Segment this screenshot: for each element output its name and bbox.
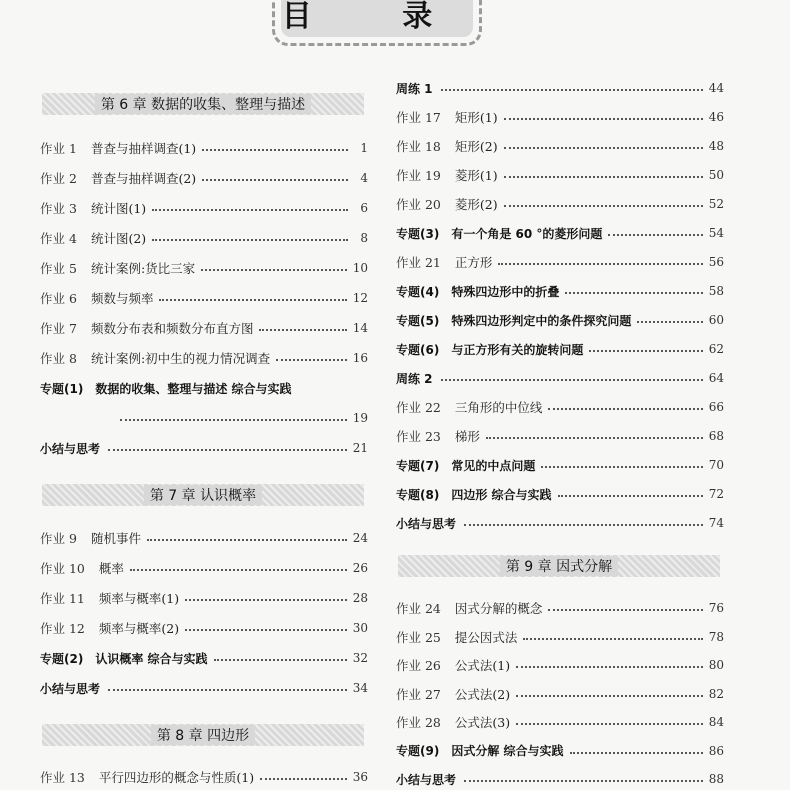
entry-page: 84: [708, 715, 724, 729]
entry-text: 矩形(2): [454, 139, 498, 154]
entry-label: 专题(2): [40, 651, 84, 666]
entry-page: 48: [708, 139, 724, 153]
toc-entry[interactable]: [396, 194, 724, 214]
entry-label: 作业 23: [396, 429, 441, 444]
leader-dots: [108, 688, 347, 691]
entry-label: 作业 1: [40, 141, 77, 156]
entry-label: 周练 2: [396, 371, 433, 386]
toc-title: 目 录: [281, 0, 473, 37]
leader-dots: [570, 751, 703, 754]
entry-page: 56: [708, 255, 724, 269]
toc-entry[interactable]: [396, 684, 724, 704]
entry-page: 10: [352, 261, 368, 275]
entry-text: 统计案例:货比三家: [90, 261, 196, 276]
entry-label: 小结与思考: [396, 516, 457, 531]
entry-text: 因式分解的概念: [454, 601, 543, 616]
entry-label: 周练 1: [396, 81, 433, 96]
entry-page: 72: [708, 487, 724, 501]
entry-label: 作业 5: [40, 261, 77, 276]
leader-dots: [523, 637, 702, 640]
entry-text: 菱形(2): [454, 197, 498, 212]
entry-page: 24: [352, 531, 368, 545]
entry-text: 常见的中点问题: [451, 458, 536, 473]
entry-label: 作业 28: [396, 715, 441, 730]
entry-label: 作业 25: [396, 629, 441, 645]
leader-dots: [516, 694, 703, 697]
entry-text: 频数分布表和频数分布直方图: [90, 321, 254, 336]
entry-page: 30: [352, 621, 368, 635]
chapter-title: 第 9 章 因式分解: [500, 556, 618, 576]
leader-dots: [201, 268, 347, 271]
entry-label: 作业 21: [396, 255, 441, 270]
entry-page: 21: [352, 441, 368, 455]
toc-entry-summary-1[interactable]: [40, 438, 368, 458]
toc-entry-special-1[interactable]: [40, 378, 368, 398]
chapter-title: 第 7 章 认识概率: [144, 485, 262, 505]
toc-entry[interactable]: [396, 513, 724, 533]
entry-page: 28: [352, 591, 368, 605]
entry-label: 作业 6: [40, 291, 77, 306]
entry-label: 专题(4): [396, 284, 440, 299]
leader-dots: [147, 538, 347, 541]
entry-page: 68: [708, 429, 724, 443]
leader-dots: [441, 378, 703, 381]
toc-entry[interactable]: [40, 588, 368, 608]
toc-entry-special-1-page[interactable]: [40, 408, 368, 428]
entry-text: 梯形: [454, 429, 480, 444]
entry-page: 4: [360, 171, 368, 185]
leader-dots: [548, 407, 702, 410]
entry-text: 频率与概率(2): [98, 621, 180, 636]
leader-dots: [276, 358, 347, 361]
entry-page: 66: [708, 400, 724, 414]
entry-text: 特殊四边形判定中的条件探究问题: [451, 313, 632, 328]
toc-entry-summary-2[interactable]: [40, 678, 368, 698]
toc-entry[interactable]: [396, 455, 724, 475]
toc-entry[interactable]: [396, 339, 724, 359]
leader-dots: [159, 298, 346, 301]
entry-page: 76: [708, 601, 724, 615]
entry-text: 四边形 综合与实践: [451, 487, 552, 502]
toc-title-box: [272, 0, 482, 46]
entry-text: 频率与概率(1): [98, 591, 180, 606]
entry-text: 数据的收集、整理与描述 综合与实践: [95, 381, 292, 396]
entry-page: 16: [352, 351, 368, 365]
leader-dots: [202, 178, 348, 181]
leader-dots: [637, 320, 702, 323]
toc-entry-special-2[interactable]: [40, 648, 368, 668]
leader-dots: [589, 349, 702, 352]
entry-label: 作业 20: [396, 197, 441, 212]
toc-entry[interactable]: [40, 348, 368, 368]
entry-page: 80: [708, 658, 724, 672]
leader-dots: [541, 465, 702, 468]
toc-entry[interactable]: [40, 528, 368, 548]
leader-dots: [202, 148, 348, 151]
toc-entry[interactable]: [40, 258, 368, 278]
entry-page: 70: [708, 458, 724, 472]
entry-label: 作业 3: [40, 201, 77, 216]
entry-text: 统计图(1): [90, 201, 147, 216]
entry-label: 专题(6): [396, 342, 440, 357]
entry-text: 频数与频率: [90, 291, 154, 306]
entry-page: 88: [708, 772, 724, 786]
toc-entry[interactable]: [396, 627, 724, 647]
entry-page: 44: [708, 81, 724, 95]
leader-dots: [259, 328, 346, 331]
entry-label: 专题(3): [396, 226, 440, 241]
entry-page: 82: [708, 686, 724, 701]
entry-label: 小结与思考: [396, 772, 457, 787]
entry-page: 6: [360, 201, 368, 215]
toc-entry[interactable]: [396, 484, 724, 504]
entry-page: 50: [708, 168, 724, 182]
entry-page: 8: [360, 231, 368, 245]
entry-label: 作业 22: [396, 400, 441, 415]
entry-label: 作业 2: [40, 171, 77, 186]
toc-entry[interactable]: [396, 136, 724, 156]
entry-label: 作业 17: [396, 110, 441, 125]
toc-entry[interactable]: [396, 741, 724, 761]
toc-entry[interactable]: [40, 558, 368, 578]
chapter-7-banner: [42, 484, 364, 506]
entry-page: 19: [352, 411, 368, 425]
entry-page: 60: [708, 313, 724, 327]
toc-entry[interactable]: [396, 397, 724, 417]
toc-entry[interactable]: [396, 310, 724, 330]
leader-dots: [108, 448, 347, 451]
entry-label: 作业 26: [396, 658, 441, 673]
leader-dots: [152, 208, 348, 211]
entry-text: 平行四边形的概念与性质(1): [98, 770, 255, 785]
entry-page: 54: [708, 226, 724, 240]
entry-label: 专题(5): [396, 313, 440, 328]
chapter-title: 第 8 章 四边形: [151, 725, 255, 745]
toc-entry[interactable]: [40, 228, 368, 248]
toc-entry[interactable]: [396, 223, 724, 243]
leader-dots: [548, 608, 702, 611]
leader-dots: [558, 494, 703, 497]
entry-label: 作业 13: [40, 770, 85, 785]
entry-text: 与正方形有关的旋转问题: [451, 342, 584, 357]
entry-page: 64: [708, 371, 724, 385]
entry-label: 作业 24: [396, 601, 441, 616]
leader-dots: [214, 658, 347, 661]
entry-label: 作业 18: [396, 139, 441, 154]
leader-dots: [464, 523, 703, 526]
entry-label: 专题(9): [396, 744, 440, 758]
toc-entry[interactable]: [40, 168, 368, 188]
leader-dots: [565, 291, 702, 294]
entry-page: 78: [708, 629, 724, 644]
toc-entry[interactable]: [396, 252, 724, 272]
entry-text: 因式分解 综合与实践: [451, 744, 564, 758]
entry-text: 普查与抽样调查(1): [90, 141, 197, 156]
entry-text: 普查与抽样调查(2): [90, 171, 197, 186]
leader-dots: [120, 418, 347, 421]
entry-label: 作业 9: [40, 531, 77, 546]
toc-entry[interactable]: [396, 426, 724, 446]
leader-dots: [130, 568, 347, 571]
entry-text: 提公因式法: [454, 629, 518, 645]
entry-label: 作业 4: [40, 231, 77, 246]
leader-dots: [504, 117, 703, 120]
leader-dots: [486, 436, 703, 439]
entry-page: 58: [708, 284, 724, 298]
chapter-8-banner: [42, 724, 364, 746]
entry-text: 统计案例:初中生的视力情况调查: [90, 351, 271, 366]
entry-page: 36: [352, 770, 368, 784]
entry-text: 公式法(3): [454, 715, 511, 730]
entry-label: 专题(8): [396, 487, 440, 502]
toc-entry[interactable]: [40, 618, 368, 638]
entry-text: 公式法(1): [454, 658, 511, 673]
entry-page: 86: [708, 743, 724, 758]
leader-dots: [441, 88, 703, 91]
entry-label: 作业 19: [396, 168, 441, 183]
entry-label: 作业 7: [40, 321, 77, 336]
toc-entry[interactable]: [396, 712, 724, 732]
toc-entry[interactable]: [40, 288, 368, 308]
leader-dots: [504, 146, 703, 149]
chapter-6-banner: [42, 93, 364, 115]
entry-label: 专题(1): [40, 381, 84, 396]
toc-entry[interactable]: [396, 165, 724, 185]
toc-entry[interactable]: [40, 767, 368, 787]
leader-dots: [516, 722, 703, 725]
toc-entry[interactable]: [396, 368, 724, 388]
leader-dots: [464, 779, 703, 782]
entry-label: 作业 8: [40, 351, 77, 366]
leader-dots: [260, 777, 347, 780]
toc-entry[interactable]: [396, 281, 724, 301]
toc-entry[interactable]: [396, 107, 724, 127]
toc-entry[interactable]: [396, 78, 724, 98]
chapter-title: 第 6 章 数据的收集、整理与描述: [95, 94, 311, 114]
entry-text: 矩形(1): [454, 110, 498, 125]
entry-page: 74: [708, 516, 724, 530]
entry-page: 1: [360, 141, 368, 155]
entry-text: 三角形的中位线: [454, 400, 543, 415]
toc-entry[interactable]: [396, 769, 724, 789]
entry-text: 随机事件: [90, 531, 141, 546]
leader-dots: [152, 238, 348, 241]
entry-page: 14: [352, 321, 368, 335]
entry-page: 62: [708, 342, 724, 356]
entry-label: 作业 27: [396, 686, 441, 702]
entry-page: 52: [708, 197, 724, 211]
entry-label: 小结与思考: [40, 681, 101, 696]
entry-text: 特殊四边形中的折叠: [451, 284, 560, 299]
entry-page: 34: [352, 681, 368, 695]
leader-dots: [498, 262, 702, 265]
entry-page: 46: [708, 110, 724, 124]
leader-dots: [516, 665, 703, 668]
toc-entry[interactable]: [396, 655, 724, 675]
toc-entry[interactable]: [396, 598, 724, 618]
leader-dots: [608, 233, 702, 236]
entry-text: 菱形(1): [454, 168, 498, 183]
chapter-9-banner: [398, 555, 720, 577]
entry-page: 32: [352, 651, 368, 665]
toc-entry[interactable]: [40, 138, 368, 158]
leader-dots: [504, 175, 703, 178]
toc-entry[interactable]: [40, 318, 368, 338]
entry-text: 认识概率 综合与实践: [95, 651, 208, 666]
entry-label: 作业 11: [40, 591, 85, 606]
toc-entry[interactable]: [40, 198, 368, 218]
entry-label: 小结与思考: [40, 441, 101, 456]
leader-dots: [185, 598, 347, 601]
leader-dots: [185, 628, 347, 631]
entry-page: 26: [352, 561, 368, 575]
entry-label: 作业 10: [40, 561, 85, 576]
entry-text: 概率: [98, 561, 124, 576]
entry-text: 正方形: [454, 255, 493, 270]
entry-text: 有一个角是 60 °的菱形问题: [451, 226, 603, 241]
entry-label: 专题(7): [396, 458, 440, 473]
entry-label: 作业 12: [40, 621, 85, 636]
entry-text: 统计图(2): [90, 231, 147, 246]
leader-dots: [504, 204, 703, 207]
entry-page: 12: [352, 291, 368, 305]
entry-text: 公式法(2): [454, 686, 511, 702]
